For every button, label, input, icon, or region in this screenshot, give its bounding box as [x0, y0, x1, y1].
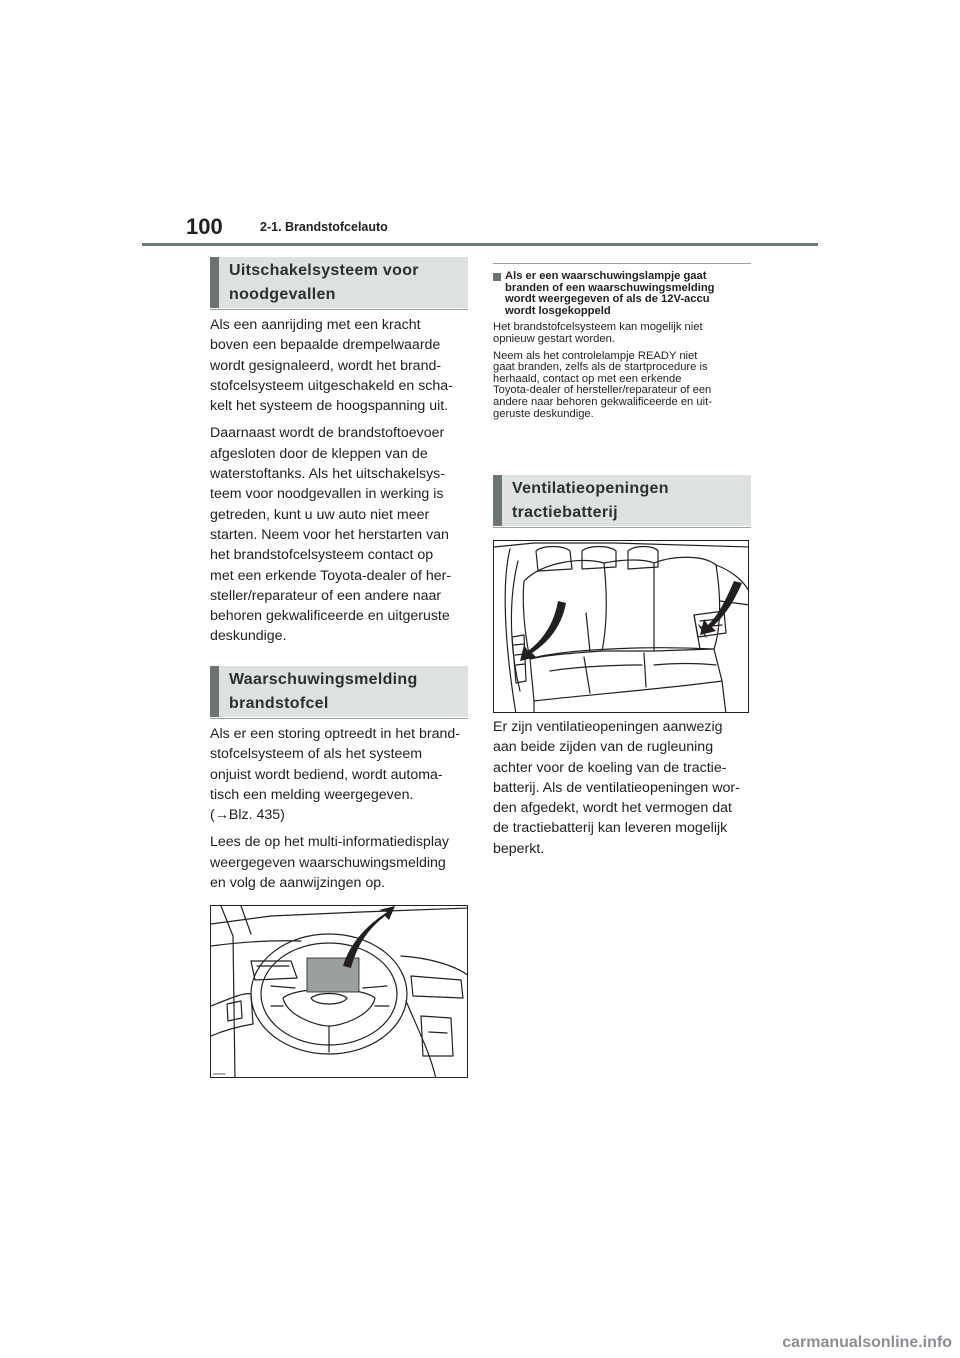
text-line: Neem als het controlelampje READY niet	[493, 349, 698, 362]
note-paragraph	[493, 322, 751, 345]
text-line: andere naar behoren gekwalificeerde en uit-	[493, 395, 712, 408]
heading-line: Uitschakelsysteem voor	[229, 262, 419, 279]
paragraph	[210, 724, 472, 825]
pointer-arrow-icon	[700, 581, 742, 635]
text-line: den afgedekt, wordt het vermogen dat	[493, 800, 732, 817]
rear-seat-drawing	[494, 541, 749, 713]
text-line: getreden, kunt u uw auto niet meer	[210, 506, 430, 523]
text-line: de tractiebatterij kan leveren mogelijk	[493, 820, 728, 837]
heading-line: Ventilatieopeningen	[512, 480, 669, 497]
text-line: tisch een melding weergegeven.	[210, 786, 414, 803]
text-line: branden of een waarschuwingsmelding	[505, 281, 715, 294]
text-line: deskundige.	[210, 628, 287, 645]
heading-line: noodgevallen	[229, 286, 336, 303]
text-line: boven een bepaalde drempelwaarde	[210, 337, 441, 354]
note-heading	[493, 271, 751, 317]
watermark: carmanualsonline.info	[782, 1334, 952, 1351]
pointer-arrow-icon	[520, 601, 566, 661]
text-line: achter voor de koeling van de tractie-	[493, 759, 727, 776]
text-line: wordt gesignaleerd, wordt het brand-	[210, 357, 442, 374]
text-line: stofcelsysteem of als het systeem	[210, 746, 423, 763]
paragraph	[210, 832, 472, 893]
square-bullet-icon	[493, 273, 501, 281]
text-line: waterstoftanks. Als het uitschakelsys-	[210, 466, 445, 483]
note-block	[493, 264, 751, 425]
text-line: wordt losgekoppeld	[505, 304, 611, 317]
emergency-body	[210, 315, 472, 654]
text-line: stofcelsysteem uitgeschakeld en scha-	[210, 377, 453, 394]
text-line: kelt het systeem de hoogspanning uit.	[210, 398, 449, 415]
rear-seat-illustration	[493, 540, 749, 713]
text-line: afgesloten door de kleppen van de	[210, 445, 428, 462]
text-line: geruste deskundige.	[493, 407, 594, 420]
text-line: gaat branden, zelfs als de startprocedure is	[493, 361, 708, 374]
text-line: het brandstofcelsysteem contact op	[210, 547, 434, 564]
text-line: Er zijn ventilatieopeningen aanwezig	[493, 719, 723, 735]
vents-body	[493, 717, 755, 866]
text-line: en volg de aanwijzingen op.	[210, 875, 386, 892]
text-line: batterij. Als de ventilatieopeningen wor-	[493, 779, 740, 796]
text-line: Als een aanrijding met een kracht	[210, 317, 421, 333]
text-line: met een erkende Toyota-dealer of her-	[210, 567, 452, 584]
section-label: 2-1. Brandstofcelauto	[260, 220, 388, 234]
text-line: Daarnaast wordt de brandstoftoevoer	[210, 425, 445, 442]
text-line: Het brandstofcelsysteem kan mogelijk niet	[493, 321, 703, 334]
header-rule	[142, 243, 818, 246]
text-line: wordt weergegeven of als de 12V-accu	[505, 293, 710, 306]
text-line: opnieuw gestart worden.	[493, 332, 615, 345]
heading-line: Waarschuwingsmelding	[229, 671, 418, 688]
heading-battery-vents	[493, 475, 751, 526]
text-line: teem voor noodgevallen in werking is	[210, 486, 444, 503]
dashboard-illustration	[210, 905, 468, 1078]
warning-body	[210, 724, 472, 900]
heading-fuel-cell-warning	[210, 666, 468, 717]
page-number: 100	[186, 214, 223, 239]
text-line: Toyota-dealer of hersteller/reparateur of een	[493, 384, 712, 397]
heading-line: tractiebatterij	[512, 504, 618, 521]
page-reference[interactable]: (→Blz. 435)	[210, 807, 285, 824]
heading-line: brandstofcel	[229, 695, 329, 712]
text-line: onjuist wordt bediend, wordt automa-	[210, 766, 443, 783]
text-line: herhaald, contact op met een erkende	[493, 372, 682, 385]
heading-emergency-shutoff	[210, 257, 468, 308]
text-line: weergegeven waarschuwingsmelding	[210, 854, 446, 871]
text-line: beperkt.	[493, 840, 545, 857]
paragraph	[210, 315, 472, 416]
text-line: aan beide zijden van de rugleuning	[493, 739, 714, 756]
paragraph	[493, 717, 755, 859]
text-line: starten. Neem voor het herstarten van	[210, 526, 449, 543]
text-line: Als er een waarschuwingslampje gaat	[505, 270, 707, 282]
text-line: Als er een storing optreedt in het brand-	[210, 726, 461, 742]
text-line: behoren gekwalificeerde en uitgeruste	[210, 608, 450, 625]
text-line: steller/reparateur of een andere naar	[210, 587, 442, 604]
dashboard-drawing	[211, 906, 468, 1078]
note-paragraph	[493, 351, 751, 421]
paragraph	[210, 423, 472, 646]
text-line: Lees de op het multi-informatiedisplay	[210, 834, 449, 851]
pointer-arrow-icon	[343, 906, 395, 968]
